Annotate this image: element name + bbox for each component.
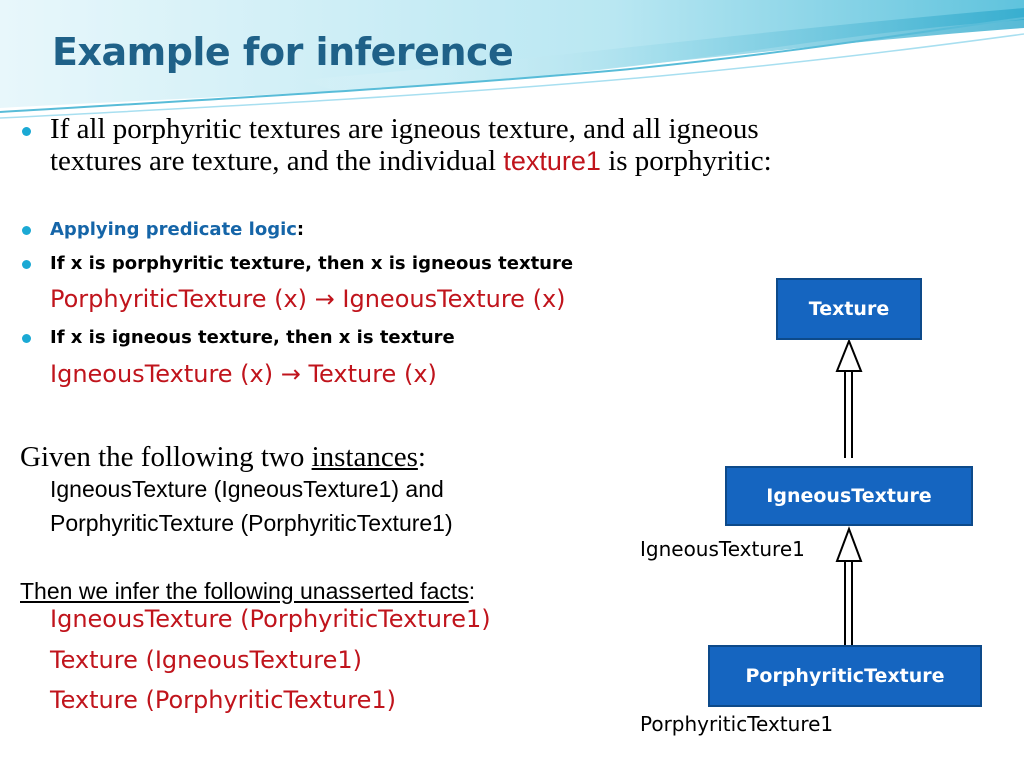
given-prefix: Given the following two xyxy=(20,441,312,473)
rule2-formula: IgneousTexture (x) → Texture (x) xyxy=(50,360,437,388)
igneous-instance-label: IgneousTexture1 xyxy=(640,537,805,561)
igneous-texture-class-box: IgneousTexture xyxy=(725,466,973,526)
intro-line-1: If all porphyritic textures are igneous texture, and all igneous xyxy=(50,113,759,145)
inferred-fact: IgneousTexture (PorphyriticTexture1) xyxy=(50,605,491,633)
infer-colon: : xyxy=(468,578,476,604)
inferred-fact: Texture (IgneousTexture1) xyxy=(50,646,363,674)
rule2-text: If x is igneous texture, then x is texture xyxy=(50,327,455,348)
instances-link[interactable]: instances xyxy=(311,441,418,473)
inferred-fact: Texture (PorphyriticTexture1) xyxy=(50,686,396,714)
given-suffix: : xyxy=(417,441,426,473)
rule1-text: If x is porphyritic texture, then x is igneous texture xyxy=(50,253,574,274)
intro-text: textures are texture, and the individual xyxy=(50,145,504,177)
applying-label: Applying predicate logic xyxy=(50,219,297,240)
intro-highlight: texture1 xyxy=(503,146,601,176)
inheritance-arrow-igneous-to-texture xyxy=(837,341,861,458)
intro-text-end: is porphyritic: xyxy=(600,145,772,177)
given-line-1: IgneousTexture (IgneousTexture1) and xyxy=(50,476,444,502)
rule1-formula: PorphyriticTexture (x) → IgneousTexture (x) xyxy=(50,285,566,313)
slide-title: Example for inference xyxy=(52,30,514,74)
given-line-2: PorphyriticTexture (PorphyriticTexture1) xyxy=(50,510,453,536)
porphyritic-instance-label: PorphyriticTexture1 xyxy=(640,712,834,736)
infer-heading-text[interactable]: Then we infer the following unasserted facts xyxy=(20,578,469,604)
applying-colon: : xyxy=(296,219,305,240)
texture-class-box: Texture xyxy=(776,278,922,340)
porphyritic-texture-class-box: PorphyriticTexture xyxy=(708,645,982,707)
inheritance-arrow-porphyritic-to-igneous xyxy=(837,529,861,645)
